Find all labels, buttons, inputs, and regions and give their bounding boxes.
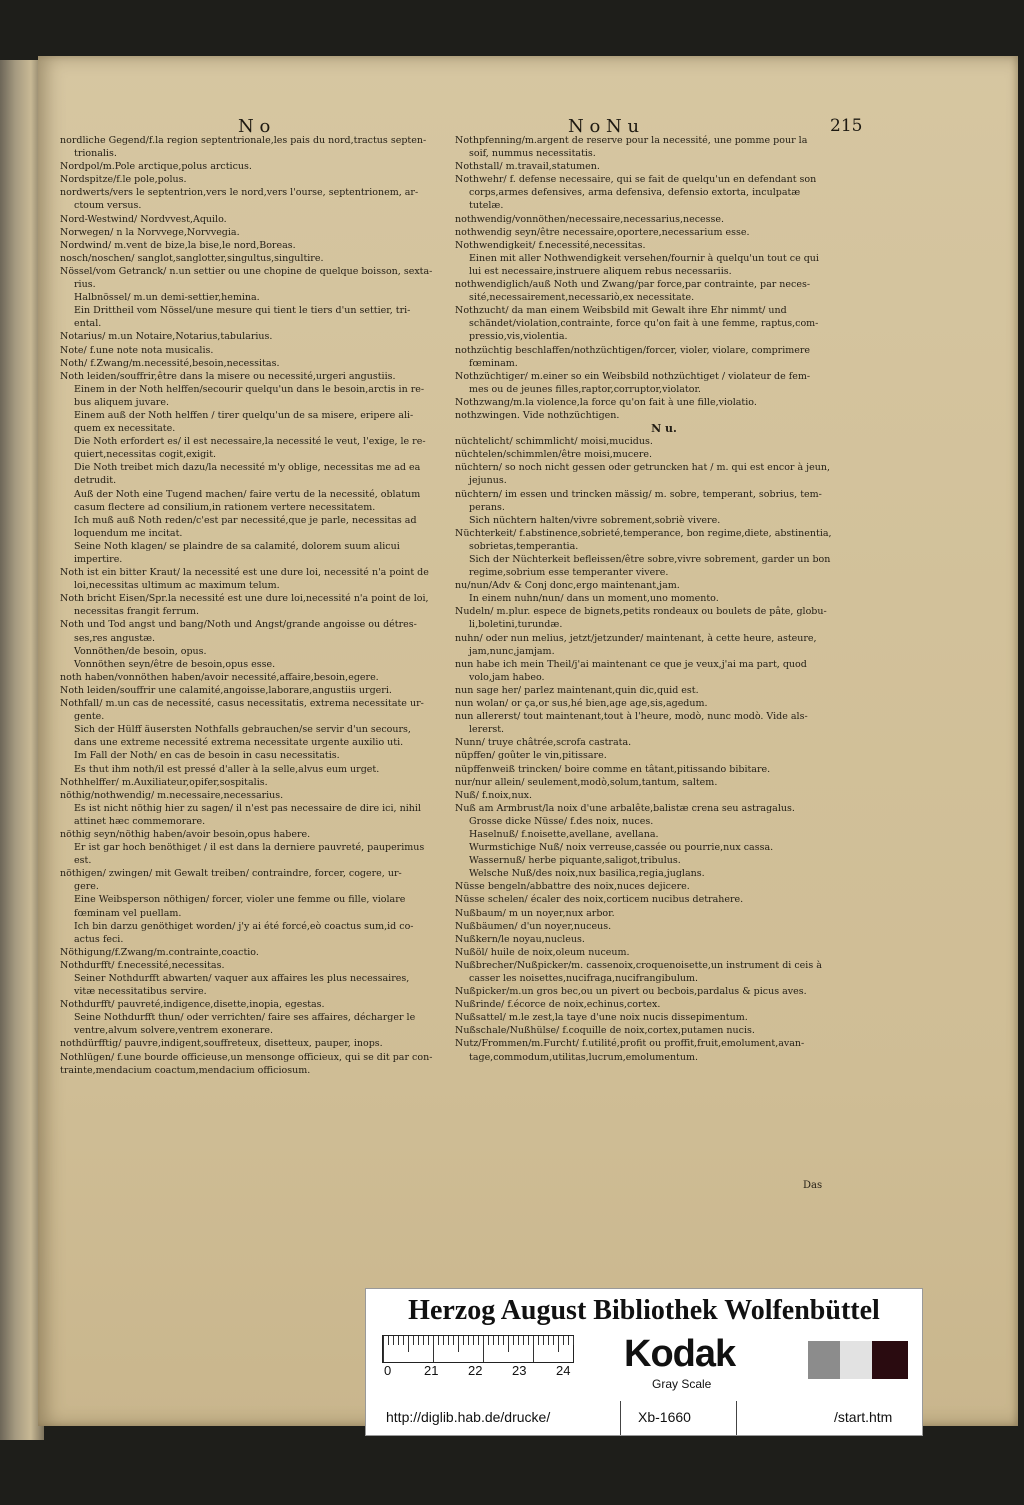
library-url: http://diglib.hab.de/drucke/ bbox=[386, 1409, 551, 1425]
dictionary-line: nosch/noschen/ sanglot,sanglotter,singultus,singultire. bbox=[60, 252, 324, 264]
dictionary-line: perans. bbox=[469, 501, 505, 513]
ruler-tick bbox=[573, 1336, 574, 1345]
dictionary-line: mes ou de jeunes filles,raptor,corruptor,violator. bbox=[469, 383, 701, 395]
dictionary-line: Er ist gar hoch benöthiget / il est dans la derniere pauvreté, pauperimus bbox=[74, 842, 425, 854]
divider bbox=[620, 1401, 621, 1435]
dictionary-line: Nußpicker/m.un gros bec,ou un pivert ou becbois,pardalus & picus aves. bbox=[455, 986, 807, 998]
dictionary-line: Ich bin darzu genöthiget worden/ j'y ai été forcé,eò coactus sum,id co- bbox=[74, 920, 414, 932]
dictionary-line: Nothstall/ m.travail,statumen. bbox=[455, 161, 600, 173]
dictionary-line: nothwendig seyn/être necessaire,oportere,necessarium esse. bbox=[455, 226, 750, 238]
dictionary-line: volo,jam habeo. bbox=[469, 671, 545, 683]
ruler-tick bbox=[443, 1336, 444, 1345]
dictionary-line: noth haben/vonnöthen haben/avoir necessité,affaire,besoin,egere. bbox=[60, 671, 379, 683]
dictionary-line: quiert,necessitas cogit,exigit. bbox=[74, 449, 217, 461]
dictionary-line: Es thut ihm noth/il est pressé d'aller à la selle,alvus eum urget. bbox=[74, 763, 380, 775]
dictionary-line: nüchtern/ im essen und trincken mässig/ m. sobre, temperant, sobrius, tem- bbox=[455, 488, 822, 500]
dictionary-line: nothzwingen. Vide nothzüchtigen. bbox=[455, 409, 620, 421]
ruler-scale bbox=[382, 1335, 574, 1363]
ruler-tick bbox=[518, 1336, 519, 1345]
dictionary-line: Nordpol/m.Pole arctique,polus arcticus. bbox=[60, 161, 252, 173]
color-target bbox=[365, 1288, 923, 1436]
ruler-tick bbox=[413, 1336, 414, 1345]
dictionary-line: rius. bbox=[74, 279, 96, 291]
dictionary-line: casser les noisettes,nucifraga,nucifrangibulum. bbox=[469, 973, 699, 984]
dictionary-line: Nußöl/ huile de noix,oleum nuceum. bbox=[455, 946, 630, 958]
ruler-tick bbox=[463, 1336, 464, 1345]
dictionary-line: Nössel/vom Getranck/ n.un settier ou une chopine de quelque boisson, sexta- bbox=[60, 265, 433, 277]
dictionary-line: Vonnöthen/de besoin, opus. bbox=[74, 645, 207, 657]
dictionary-line: Noth/ f.Zwang/m.necessité,besoin,necessitas. bbox=[60, 357, 280, 369]
dictionary-line: nothwendiglich/auß Noth und Zwang/par force,par contrainte, par neces- bbox=[455, 279, 811, 291]
dictionary-line: Nußschale/Nußhülse/ f.coquille de noix,cortex,putamen nucis. bbox=[455, 1025, 755, 1037]
dictionary-line: Grosse dicke Nüsse/ f.des noix, nuces. bbox=[469, 815, 654, 827]
dictionary-line: Nothdurfft/ pauvreté,indigence,disette,inopia, egestas. bbox=[60, 999, 325, 1011]
ruler-tick bbox=[533, 1336, 534, 1362]
dictionary-line: Nothdurfft/ f.necessité,necessitas. bbox=[60, 959, 225, 971]
ruler-tick bbox=[553, 1336, 554, 1345]
dictionary-line: Halbnössel/ m.un demi-settier,hemina. bbox=[74, 292, 260, 304]
dictionary-line: nun sage her/ parlez maintenant,quin dic,quid est. bbox=[455, 684, 699, 696]
dictionary-line: nur/nur allein/ seulement,modò,solum,tantum, saltem. bbox=[455, 776, 718, 788]
dictionary-line: Noth leiden/souffrir,être dans la misere ou necessité,urgeri angustiis. bbox=[60, 370, 396, 382]
dictionary-line: Nußbrecher/Nußpicker/m. cassenoix,croquenoisette,un instrument di ceis à bbox=[455, 959, 822, 971]
dictionary-line: Die Noth erfordert es/ il est necessaire,la necessité le veut, l'exige, le re- bbox=[74, 436, 426, 448]
dictionary-line: Norwegen/ n la Norvvege,Norvvegia. bbox=[60, 226, 240, 238]
dictionary-line: Nothzüchtiger/ m.einer so ein Weibsbild nothzüchtiget / violateur de fem- bbox=[455, 370, 811, 382]
ruler-number: 24 bbox=[556, 1363, 571, 1378]
dictionary-line: Noth ist ein bitter Kraut/ la necessité est une dure loi, necessité n'a point de bbox=[60, 567, 429, 579]
ruler-tick bbox=[383, 1336, 384, 1362]
dictionary-line: nothdürfftig/ pauvre,indigent,souffreteux, disetteux, pauper, inops. bbox=[60, 1038, 383, 1050]
ruler-number: 23 bbox=[512, 1363, 527, 1378]
ruler-tick bbox=[528, 1336, 529, 1345]
dictionary-line: Nüchterkeit/ f.abstinence,sobrieté,temperance, bon regime,diete, abstinentia, bbox=[455, 527, 832, 539]
ruler-tick bbox=[448, 1336, 449, 1345]
ruler-tick bbox=[453, 1336, 454, 1345]
dictionary-line: ctoum versus. bbox=[74, 200, 142, 212]
dictionary-line: Nothwendigkeit/ f.necessité,necessitas. bbox=[455, 239, 646, 251]
dictionary-line: regime,sobrium esse temperanter vivere. bbox=[469, 567, 669, 579]
dictionary-line: loi,necessitas ultimum ac maximum telum. bbox=[74, 580, 280, 592]
dictionary-line: lererst. bbox=[469, 724, 505, 736]
ruler-tick bbox=[483, 1336, 484, 1362]
ruler bbox=[382, 1335, 572, 1377]
ruler-tick bbox=[538, 1336, 539, 1345]
ruler-tick bbox=[563, 1336, 564, 1345]
running-head-right: N o N u bbox=[568, 116, 640, 137]
catchword: Das bbox=[803, 1180, 823, 1191]
page-number: 215 bbox=[830, 116, 863, 136]
dictionary-line: attinet hæc commemorare. bbox=[74, 815, 206, 827]
dictionary-line: nöthig seyn/nöthig haben/avoir besoin,opus habere. bbox=[60, 828, 311, 840]
dictionary-line: Einen mit aller Nothwendigkeit versehen/fournir à quelqu'un tout ce qui bbox=[469, 252, 819, 264]
gray-scale-label: Gray Scale bbox=[652, 1377, 712, 1391]
library-name: Herzog August Bibliothek Wolfenbüttel bbox=[408, 1295, 880, 1326]
dictionary-line: nüchtelen/schimmlen/être moisi,mucere. bbox=[455, 449, 653, 461]
ruler-tick bbox=[478, 1336, 479, 1345]
ruler-number: 22 bbox=[468, 1363, 483, 1378]
dictionary-line: Nuß/ f.noix,nux. bbox=[455, 789, 533, 801]
ruler-tick bbox=[393, 1336, 394, 1345]
dictionary-line: gere. bbox=[74, 881, 99, 893]
dictionary-line: Nußsattel/ m.le zest,la taye d'une noix nucis dissepimentum. bbox=[455, 1012, 748, 1024]
dictionary-line: detrudit. bbox=[74, 475, 117, 487]
ruler-tick bbox=[388, 1336, 389, 1345]
dictionary-line: Nußbäumen/ d'un noyer,nuceus. bbox=[455, 920, 612, 932]
dictionary-line: Nußrinde/ f.écorce de noix,echinus,cortex. bbox=[455, 999, 661, 1011]
dictionary-line: Nüsse schelen/ écaler des noix,corticem nucibus detrahere. bbox=[455, 894, 744, 906]
dictionary-line: soif, nummus necessitatis. bbox=[469, 148, 596, 160]
dictionary-line: Seine Noth klagen/ se plaindre de sa calamité, dolorem suum alicui bbox=[74, 540, 400, 552]
dictionary-line: Welsche Nuß/des noix,nux basilica,regia,juglans. bbox=[469, 868, 705, 880]
dictionary-line: nüchtern/ so noch nicht gessen oder getruncken hat / m. qui est encor à jeun, bbox=[455, 462, 831, 474]
dictionary-line: Nothpfenning/m.argent de reserve pour la necessité, une pomme pour la bbox=[455, 135, 808, 146]
running-head-left: N o bbox=[238, 116, 271, 137]
ruler-tick bbox=[558, 1336, 559, 1352]
ruler-tick bbox=[508, 1336, 509, 1352]
ruler-tick bbox=[403, 1336, 404, 1345]
dictionary-line: Nothlügen/ f.une bourde officieuse,un mensonge officieux, qui se dit par con- bbox=[60, 1051, 433, 1063]
dictionary-line: sobrietas,temperantia. bbox=[469, 540, 579, 552]
dictionary-line: Einem in der Noth helffen/secourir quelqu'un dans le besoin,arctis in re- bbox=[74, 383, 425, 395]
dictionary-line: Sich nüchtern halten/vivre sobrement,sobriè vivere. bbox=[469, 514, 721, 526]
dictionary-line: pressio,vis,violentia. bbox=[469, 331, 568, 343]
dictionary-line: Einem auß der Noth helffen / tirer quelqu'un de sa misere, eripere ali- bbox=[74, 409, 414, 421]
dictionary-line: Wassernuß/ herbe piquante,saligot,tribulus. bbox=[469, 855, 681, 867]
dictionary-line: nöthig/nothwendig/ m.necessaire,necessarius. bbox=[60, 789, 284, 801]
ruler-tick bbox=[513, 1336, 514, 1345]
dictionary-line: In einem nuhn/nun/ dans un moment,uno momento. bbox=[469, 593, 719, 605]
dictionary-line: nuhn/ oder nun melius, jetzt/jetzunder/ maintenant, à cette heure, asteure, bbox=[455, 632, 817, 644]
dictionary-line: Nothzwang/m.la violence,la force qu'on fait à une fille,violatio. bbox=[455, 396, 757, 408]
dictionary-line: Noth bricht Eisen/Spr.la necessité est une dure loi,necessité n'a point de loi, bbox=[60, 593, 429, 605]
dictionary-line: Seiner Nothdurfft abwarten/ vaquer aux affaires les plus necessaires, bbox=[74, 973, 410, 984]
gray-patch bbox=[840, 1341, 872, 1379]
section-heading: N u. bbox=[651, 422, 677, 436]
dictionary-line: nu/nun/Adv & Conj donc,ergo maintenant,jam. bbox=[455, 580, 680, 592]
dictionary-line: Nothfall/ m.un cas de necessité, casus necessitatis, extrema necessitate ur- bbox=[60, 698, 424, 710]
dictionary-line: gente. bbox=[74, 711, 105, 723]
dictionary-line: Nothwehr/ f. defense necessaire, qui se fait de quelqu'un en defendant son bbox=[455, 174, 817, 186]
dictionary-line: fœminam. bbox=[469, 357, 518, 369]
dictionary-line: Notarius/ m.un Notaire,Notarius,tabularius. bbox=[60, 331, 273, 343]
dictionary-line: Nordwind/ m.vent de bize,la bise,le nord,Boreas. bbox=[60, 239, 296, 251]
dictionary-line: ventre,alvum solvere,ventrem exonerare. bbox=[74, 1025, 274, 1037]
dictionary-line: Nußbaum/ m un noyer,nux arbor. bbox=[455, 907, 615, 919]
dictionary-line: Nutz/Frommen/m.Furcht/ f.utilité,profit ou proffit,fruit,emolument,avan- bbox=[455, 1038, 805, 1050]
dictionary-line: nun allererst/ tout maintenant,tout à l'heure, modò, nunc modò. Vide als- bbox=[455, 711, 808, 723]
dictionary-line: jejunus. bbox=[469, 475, 507, 487]
kodak-logo: Kodak bbox=[624, 1333, 736, 1375]
ruler-number: 0 bbox=[384, 1363, 392, 1378]
ruler-tick bbox=[428, 1336, 429, 1345]
dictionary-line: Nordspitze/f.le pole,polus. bbox=[60, 174, 187, 186]
ruler-tick bbox=[568, 1336, 569, 1345]
gray-patch bbox=[872, 1341, 908, 1379]
ruler-tick bbox=[408, 1336, 409, 1352]
ruler-tick bbox=[488, 1336, 489, 1345]
dictionary-line: nüpffen/ goûter le vin,pitissare. bbox=[455, 750, 607, 762]
ruler-tick bbox=[548, 1336, 549, 1345]
dictionary-line: Ein Drittheil vom Nössel/une mesure qui tient le tiers d'un settier, tri- bbox=[74, 305, 411, 317]
dictionary-line: Wurmstichige Nuß/ noix verreuse,cassée ou pourrie,nux cassa. bbox=[469, 842, 774, 854]
dictionary-line: Haselnuß/ f.noisette,avellane, avellana. bbox=[469, 828, 659, 840]
dictionary-line: Nothhelffer/ m.Auxiliateur,opifer,sospitalis. bbox=[60, 776, 268, 788]
start-link: /start.htm bbox=[834, 1409, 893, 1425]
dictionary-line: Nüsse bengeln/abbattre des noix,nuces dejicere. bbox=[455, 881, 690, 893]
dictionary-line: li,boletini,turundæ. bbox=[469, 619, 563, 631]
ruler-tick bbox=[543, 1336, 544, 1345]
dictionary-line: Die Noth treibet mich dazu/la necessité m'y oblige, necessitas me ad ea bbox=[74, 462, 421, 474]
dictionary-line: lui est necessaire,instruere aliquem rebus necessariis. bbox=[469, 265, 732, 277]
ruler-tick bbox=[458, 1336, 459, 1352]
dictionary-line: Es ist nicht nöthig hier zu sagen/ il n'est pas necessaire de dire ici, nihil bbox=[74, 802, 421, 814]
dictionary-line: Noth leiden/souffrir une calamité,angoisse,laborare,angustiis urgeri. bbox=[60, 684, 392, 696]
dictionary-line: Nudeln/ m.plur. espece de bignets,petits rondeaux ou boulets de pâte, globu- bbox=[455, 606, 827, 618]
dictionary-line: corps,armes defensives, arma defensiva, defensio extorta, inculpatæ bbox=[469, 187, 801, 199]
divider bbox=[736, 1401, 737, 1435]
dictionary-line: nüpffenweiß trincken/ boire comme en tâtant,pitissando bibitare. bbox=[455, 763, 771, 775]
dictionary-line: Eine Weibsperson nöthigen/ forcer, violer une femme ou fille, violare bbox=[74, 894, 406, 906]
gray-patch bbox=[808, 1341, 840, 1379]
dictionary-line: Im Fall der Noth/ en cas de besoin in casu necessitatis. bbox=[74, 750, 340, 762]
dictionary-line: nöthigen/ zwingen/ mit Gewalt treiben/ contraindre, forcer, cogere, ur- bbox=[60, 868, 402, 880]
dictionary-line: dans une extreme necessité extrema necessitate urgente auxilio uti. bbox=[74, 737, 404, 749]
ruler-tick bbox=[398, 1336, 399, 1345]
ruler-tick bbox=[523, 1336, 524, 1345]
dictionary-line: est. bbox=[74, 855, 92, 867]
dictionary-line: Nuß am Armbrust/la noix d'une arbalête,balistæ crena seu astragalus. bbox=[455, 802, 795, 814]
dictionary-line: trainte,mendacium coactum,mendacium officiosum. bbox=[60, 1064, 311, 1076]
ruler-tick bbox=[473, 1336, 474, 1345]
dictionary-line: nun wolan/ or ça,or sus,hé bien,age age,sis,agedum. bbox=[455, 698, 708, 710]
dictionary-line: jam,nunc,jamjam. bbox=[469, 645, 555, 657]
dictionary-line: tutelæ. bbox=[469, 200, 504, 212]
dictionary-line: Seine Nothdurfft thun/ oder verrichten/ faire ses affaires, décharger le bbox=[74, 1012, 416, 1024]
ruler-tick bbox=[498, 1336, 499, 1345]
ruler-tick bbox=[423, 1336, 424, 1345]
dictionary-line: ses,res angustæ. bbox=[74, 632, 156, 644]
dictionary-line: Nothzucht/ da man einem Weibsbild mit Gewalt ihre Ehr nimmt/ und bbox=[455, 305, 787, 317]
dictionary-line: casum flectere ad consilium,in rationem vertere necessitatem. bbox=[74, 501, 376, 513]
dictionary-line: schändet/violation,contrainte, force qu'on fait à une femme, raptus,com- bbox=[469, 318, 819, 330]
ruler-tick bbox=[438, 1336, 439, 1345]
ruler-tick bbox=[433, 1336, 434, 1362]
shelfmark: Xb-1660 bbox=[638, 1409, 691, 1425]
dictionary-line: nüchtelicht/ schimmlicht/ moisi,mucidus. bbox=[455, 436, 653, 448]
ruler-tick bbox=[468, 1336, 469, 1345]
left-column bbox=[60, 134, 478, 1077]
ruler-number: 21 bbox=[424, 1363, 439, 1378]
target-footer bbox=[366, 1401, 922, 1431]
dictionary-line: Note/ f.une note nota musicalis. bbox=[60, 344, 214, 356]
ruler-tick bbox=[493, 1336, 494, 1345]
dictionary-line: actus feci. bbox=[74, 933, 124, 945]
dictionary-line: fœminam vel puellam. bbox=[74, 907, 182, 919]
ruler-tick bbox=[418, 1336, 419, 1345]
dictionary-line: vitæ necessitatibus servire. bbox=[74, 986, 207, 998]
dictionary-line: quem ex necessitate. bbox=[74, 423, 176, 435]
dictionary-line: nordwerts/vers le septentrion,vers le nord,vers l'ourse, septentrionem, ar- bbox=[60, 187, 419, 199]
dictionary-line: Sich der Hülff äusersten Nothfalls gebrauchen/se servir d'un secours, bbox=[74, 724, 411, 736]
dictionary-line: bus aliquem juvare. bbox=[74, 396, 169, 408]
dictionary-line: trionalis. bbox=[74, 148, 117, 160]
dictionary-line: Sich der Nüchterkeit befleissen/être sobre,vivre sobrement, garder un bon bbox=[469, 554, 831, 565]
dictionary-line: ental. bbox=[74, 318, 102, 330]
dictionary-line: Nord-Westwind/ Nordvvest,Aquilo. bbox=[60, 213, 227, 225]
dictionary-line: Nöthigung/f.Zwang/m.contrainte,coactio. bbox=[60, 946, 259, 958]
dictionary-line: nothwendig/vonnöthen/necessaire,necessarius,necesse. bbox=[455, 213, 725, 225]
right-column bbox=[455, 134, 873, 1064]
dictionary-line: Ich muß auß Noth reden/c'est par necessité,que je parle, necessitas ad bbox=[74, 514, 417, 526]
ruler-tick bbox=[503, 1336, 504, 1345]
dictionary-line: sité,necessairement,necessariò,ex necessitate. bbox=[469, 292, 695, 304]
dictionary-line: impertire. bbox=[74, 554, 123, 565]
dictionary-line: nothzüchtig beschlaffen/nothzüchtigen/forcer, violer, violare, comprimere bbox=[455, 344, 811, 356]
dictionary-line: Nunn/ truye châtrée,scrofa castrata. bbox=[455, 737, 632, 749]
dictionary-line: nun habe ich mein Theil/j'ai maintenant ce que je veux,j'ai ma part, quod bbox=[455, 658, 807, 670]
dictionary-line: Auß der Noth eine Tugend machen/ faire vertu de la necessité, oblatum bbox=[74, 488, 421, 500]
dictionary-line: tage,commodum,utilitas,lucrum,emolumentum. bbox=[469, 1051, 699, 1063]
dictionary-line: loquendum me incitat. bbox=[74, 527, 183, 539]
dictionary-line: Vonnöthen seyn/être de besoin,opus esse. bbox=[74, 658, 276, 670]
dictionary-line: Nußkern/le noyau,nucleus. bbox=[455, 933, 585, 945]
dictionary-line: nordliche Gegend/f.la region septentrionale,les pais du nord,tractus septen- bbox=[60, 135, 427, 146]
dictionary-line: necessitas frangit ferrum. bbox=[74, 606, 200, 618]
dictionary-line: Noth und Tod angst und bang/Noth und Angst/grande angoisse ou détres- bbox=[60, 619, 417, 631]
